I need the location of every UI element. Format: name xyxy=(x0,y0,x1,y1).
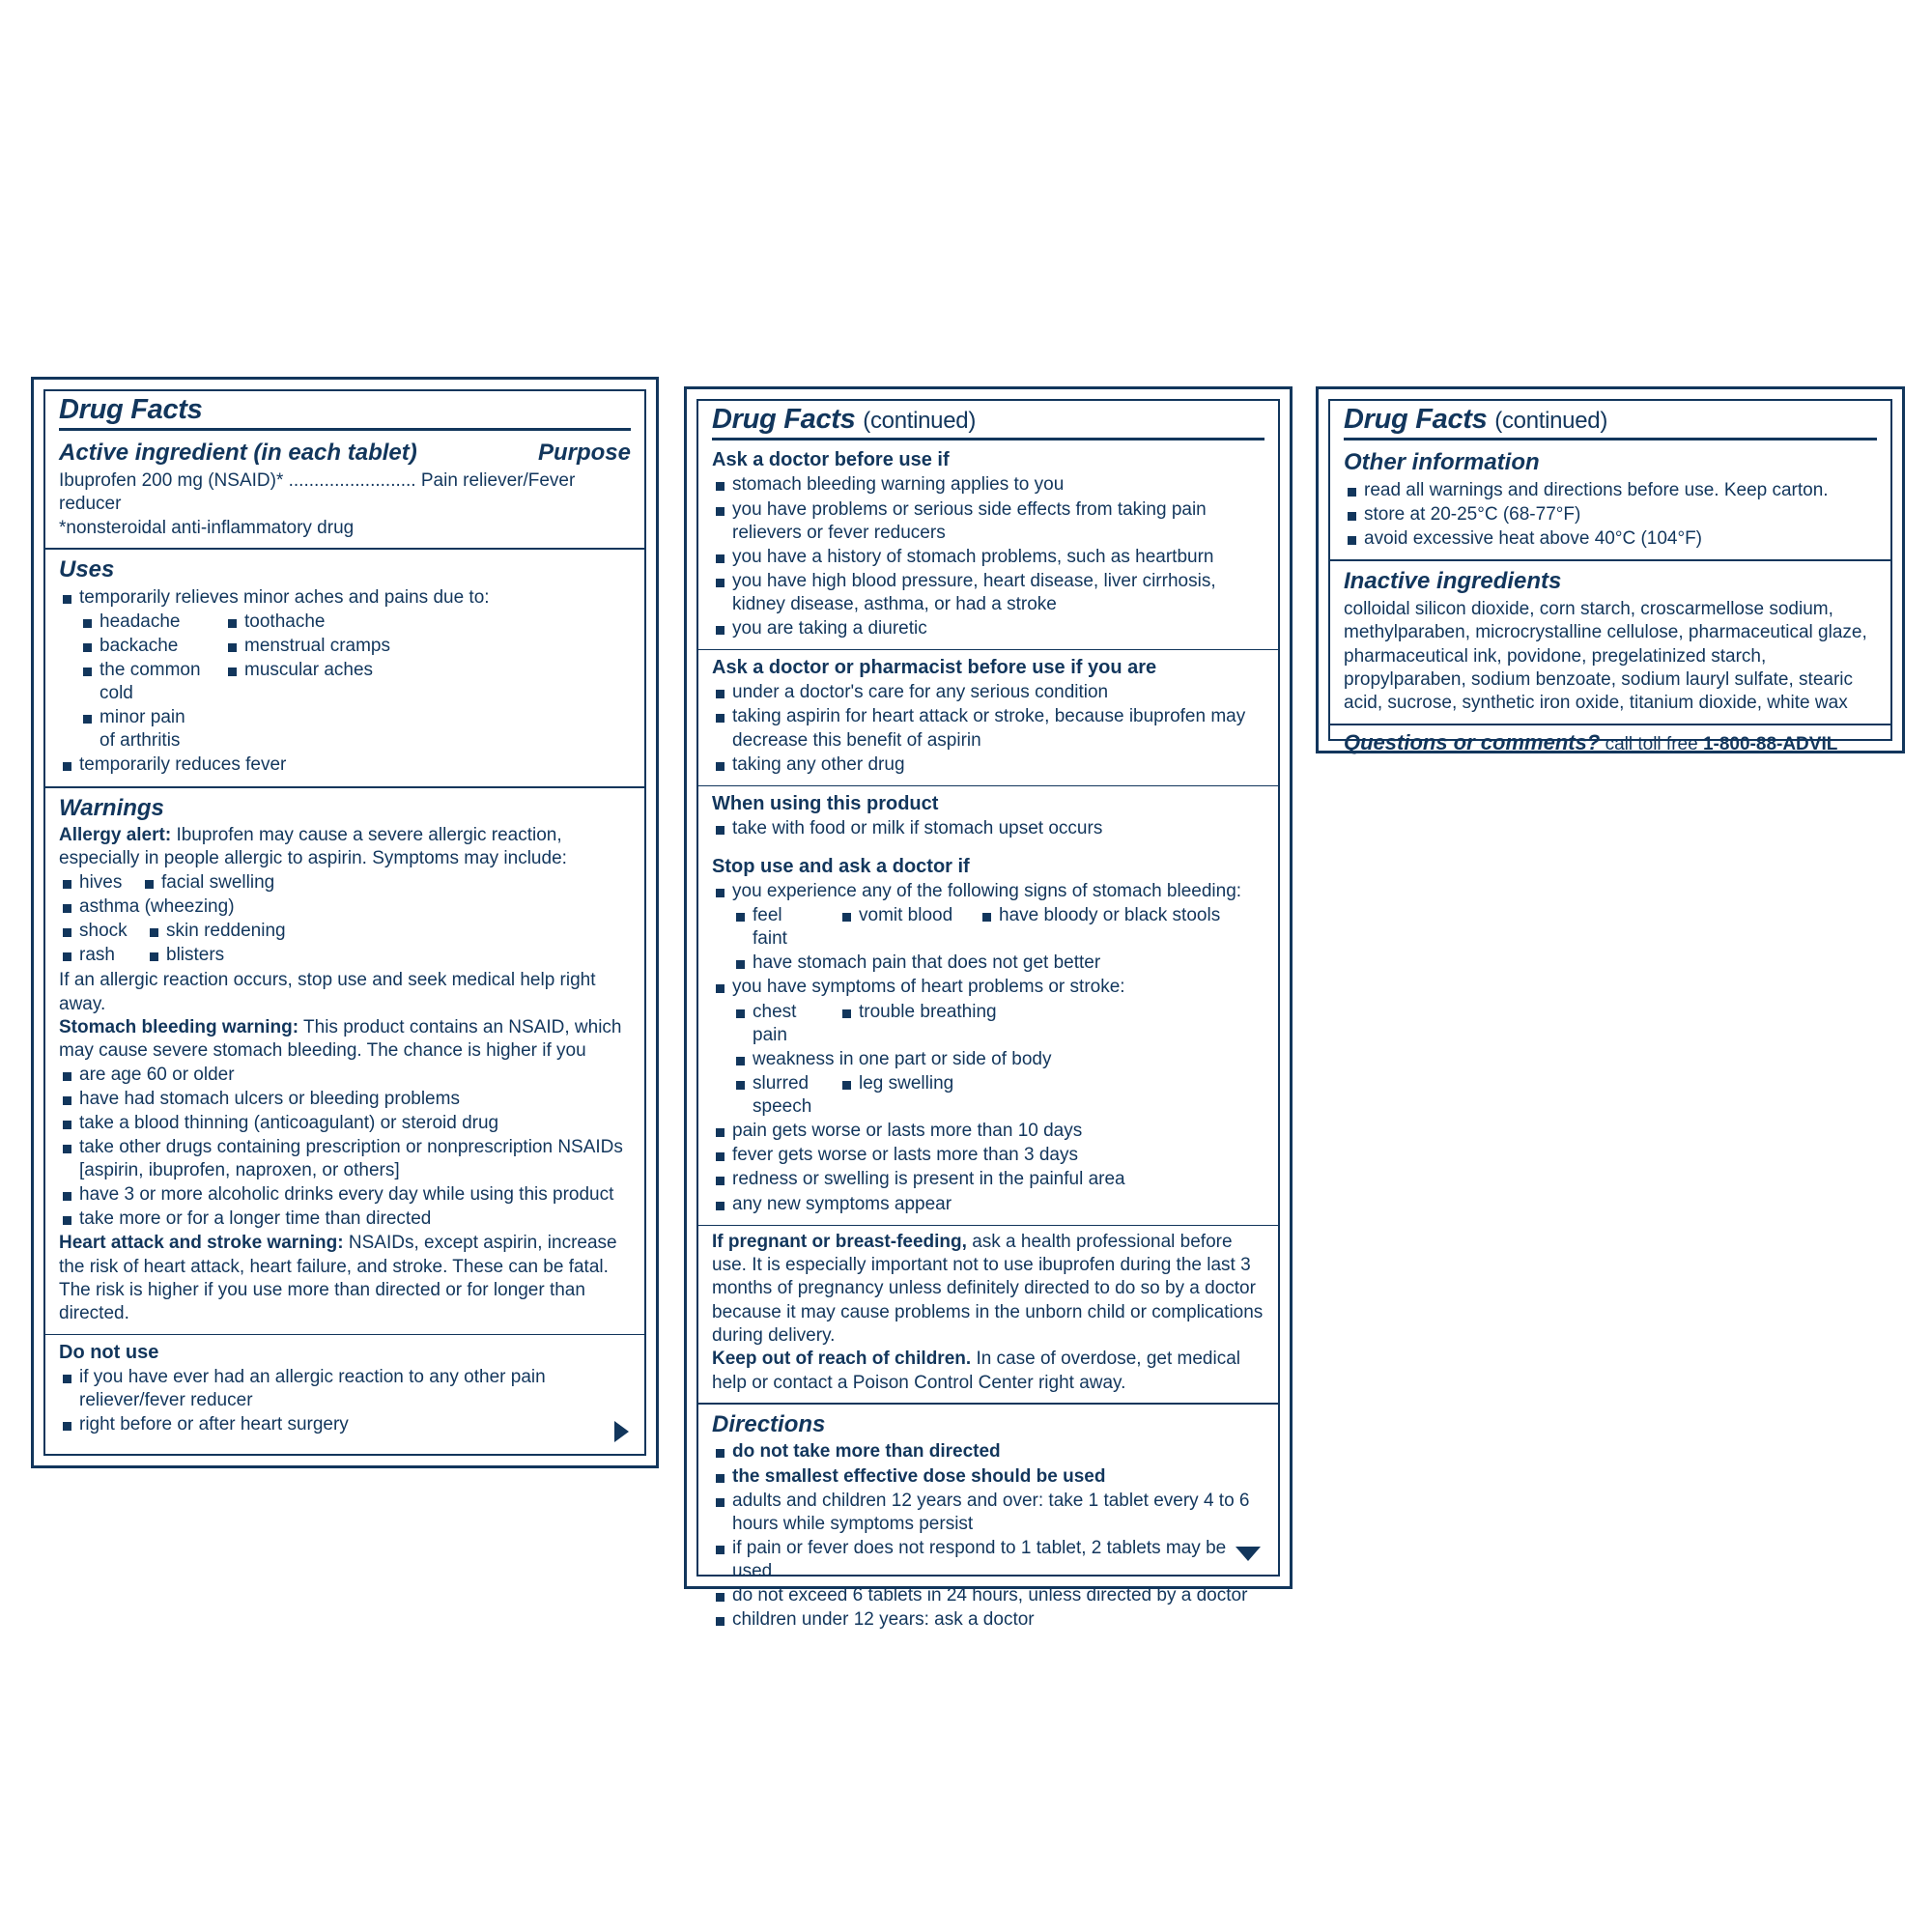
heart-col-1 xyxy=(712,1001,818,1048)
stomach-bleeding-list xyxy=(59,1064,631,1232)
uses-subcolumns xyxy=(59,611,631,754)
active-ingredient-footnote: *nonsteroidal anti-inflammatory drug xyxy=(59,517,355,538)
heart-col-2 xyxy=(818,1001,997,1048)
list-item: if you have ever had an allergic reaction to any other pain reliever/fever reducer xyxy=(59,1366,631,1412)
list-item: headache xyxy=(59,611,204,634)
list-item: you have a history of stomach problems, such as heartburn xyxy=(712,546,1264,569)
list-item: fever gets worse or lasts more than 3 days xyxy=(712,1144,1264,1167)
uses-heading: Uses xyxy=(59,555,115,582)
drug-facts-panel-2 xyxy=(684,386,1293,1631)
pregnancy-label: If pregnant or breast-feeding, xyxy=(712,1231,967,1252)
list-item: you have symptoms of heart problems or stroke: xyxy=(712,976,1264,999)
drug-facts-panel-1 xyxy=(31,377,659,1468)
uses-list xyxy=(59,586,631,610)
list-item: trouble breathing xyxy=(818,1001,997,1024)
allergy-symptoms-right xyxy=(141,871,274,895)
list-item: avoid excessive heat above 40°C (104°F) xyxy=(1344,527,1877,551)
directions-heading: Directions xyxy=(712,1410,826,1437)
heart-col-3 xyxy=(712,1048,1264,1071)
heart-col-4 xyxy=(712,1072,818,1120)
children-label: Keep out of reach of children. xyxy=(712,1349,972,1370)
list-item: take with food or milk if stomach upset occurs xyxy=(712,817,1264,840)
allergy-symptoms-columns-2 xyxy=(59,920,631,968)
pregnancy-children-section xyxy=(698,1226,1278,1405)
allergy-symptoms-left-2 xyxy=(59,920,146,968)
list-item: do not take more than directed xyxy=(712,1440,1264,1463)
panel1-title-text: Drug Facts xyxy=(59,394,203,425)
allergy-symptoms-columns xyxy=(59,871,631,895)
allergy-after-text: If an allergic reaction occurs, stop use and seek medical help right away. xyxy=(59,970,596,1014)
directions-list xyxy=(712,1490,1264,1633)
stomach-bleeding-signs-columns xyxy=(712,904,1264,952)
drug-facts-panel-2-inner xyxy=(696,399,1280,1631)
list-item: have bloody or black stools xyxy=(958,904,1220,927)
list-item: asthma (wheezing) xyxy=(59,895,631,919)
panel2-title xyxy=(698,401,1278,436)
list-item: rash xyxy=(59,944,146,967)
panel3-title-continued: (continued) xyxy=(1494,408,1608,434)
panel2-title-text: Drug Facts xyxy=(712,404,856,435)
list-item: have had stomach ulcers or bleeding problems xyxy=(59,1088,631,1111)
pregnancy-text: ask a health professional before use. It is especially important not to use ibuprofen during the last 3 months of pregnancy unless definitely directed to do so by a doctor because it may cause problems in the unborn child or complications during delivery. xyxy=(712,1231,1264,1346)
list-item: feel faint xyxy=(712,904,818,951)
stop-use-section xyxy=(698,849,1278,1226)
continue-arrow-right-icon xyxy=(614,1421,629,1442)
ask-doctor-section xyxy=(698,440,1278,650)
ask-pharmacist-section xyxy=(698,650,1278,786)
stomach-bleeding-text: This product contains an NSAID, which may cause severe stomach bleeding. The chance is higher if you xyxy=(59,1016,622,1062)
do-not-use-section xyxy=(45,1335,644,1445)
ask-doctor-list xyxy=(712,473,1264,640)
list-item: taking aspirin for heart attack or stroke, because ibuprofen may decrease this benefit of aspirin xyxy=(712,705,1264,752)
stop-use-heading: Stop use and ask a doctor if xyxy=(712,855,970,877)
warnings-section xyxy=(45,788,644,1335)
stop-use-list-1 xyxy=(712,880,1264,903)
active-ingredient-line: Ibuprofen 200 mg (NSAID)* ......................... Pain reliever/Fever reducer xyxy=(59,470,576,515)
questions-phone[interactable]: 1-800-88-ADVIL xyxy=(1702,733,1838,754)
inactive-ingredients-section xyxy=(1330,561,1890,724)
allergy-alert-paragraph xyxy=(59,824,631,871)
heart-col-5 xyxy=(818,1072,953,1120)
list-item: you experience any of the following signs of stomach bleeding: xyxy=(712,880,1264,903)
questions-line xyxy=(1344,730,1877,756)
do-not-use-list xyxy=(59,1366,631,1436)
uses-sub-left xyxy=(59,611,204,754)
list-item: take other drugs containing prescription or nonprescription NSAIDs [aspirin, ibuprofen, naproxen, or others] xyxy=(59,1136,631,1182)
when-using-section xyxy=(698,786,1278,849)
active-ingredient-section xyxy=(45,431,644,550)
purpose-heading: Purpose xyxy=(537,440,631,467)
list-item: shock xyxy=(59,920,146,943)
directions-bold-list xyxy=(712,1440,1264,1488)
list-item: pain gets worse or lasts more than 10 days xyxy=(712,1120,1264,1143)
list-item: vomit blood xyxy=(818,904,958,927)
allergy-alert-text: Ibuprofen may cause a severe allergic reaction, especially in people allergic to aspirin. Symptoms may include: xyxy=(59,825,567,869)
panel1-title xyxy=(45,391,644,426)
allergy-symptoms-right-2 xyxy=(146,920,286,968)
signs-col-1 xyxy=(712,904,818,952)
heart-attack-text: NSAIDs, except aspirin, increase the risk of heart attack, heart failure, and stroke. These can be fatal. The risk is higher if you use more than directed or for longer than directed. xyxy=(59,1233,617,1324)
other-information-list xyxy=(1344,479,1877,551)
warnings-heading: Warnings xyxy=(59,794,164,821)
list-item: you have high blood pressure, heart disease, liver cirrhosis, kidney disease, asthma, or had a stroke xyxy=(712,570,1264,616)
heart-symptoms-columns-2 xyxy=(712,1072,1264,1120)
inactive-ingredients-text: colloidal silicon dioxide, corn starch, croscarmellose sodium, methylparaben, microcrystalline cellulose, pharmaceutical glaze, pharmaceutical ink, povidone, pregelatinized starch, propylparaben, sodium benzoate, sodium lauryl sulfate, stearic acid, sucrose, synthetic iron oxide, titanium dioxide, white wax xyxy=(1344,599,1867,714)
inactive-ingredients-heading: Inactive ingredients xyxy=(1344,568,1562,595)
list-item: leg swelling xyxy=(818,1072,953,1095)
heart-symptoms-columns xyxy=(712,1001,1264,1048)
list-item: are age 60 or older xyxy=(59,1064,631,1087)
list-item: minor pain of arthritis xyxy=(59,706,204,753)
list-item: store at 20-25°C (68-77°F) xyxy=(1344,503,1877,526)
directions-section xyxy=(698,1405,1278,1641)
uses-section xyxy=(45,550,644,788)
signs-col-4 xyxy=(712,952,1264,975)
questions-section xyxy=(1330,725,1890,764)
active-ingredient-heading: Active ingredient (in each tablet) xyxy=(59,440,417,467)
list-item: the smallest effective dose should be used xyxy=(712,1465,1264,1489)
children-paragraph xyxy=(712,1348,1264,1395)
drug-facts-panel-1-inner xyxy=(43,389,646,1456)
list-item: under a doctor's care for any serious condition xyxy=(712,681,1264,704)
stop-use-list-2 xyxy=(712,976,1264,999)
list-item: you are taking a diuretic xyxy=(712,617,1264,640)
list-item: toothache xyxy=(204,611,426,634)
uses-closing-list xyxy=(59,753,631,777)
other-information-heading: Other information xyxy=(1344,449,1540,476)
list-item: adults and children 12 years and over: take 1 tablet every 4 to 6 hours while symptoms persist xyxy=(712,1490,1264,1536)
ask-doctor-heading: Ask a doctor before use if xyxy=(712,449,950,471)
list-item: you have problems or serious side effects from taking pain relievers or fever reducers xyxy=(712,498,1264,545)
uses-intro: temporarily relieves minor aches and pains due to: xyxy=(59,586,631,610)
stomach-bleeding-label: Stomach bleeding warning: xyxy=(59,1016,299,1037)
do-not-use-heading: Do not use xyxy=(59,1341,159,1363)
list-item: slurred speech xyxy=(712,1072,818,1119)
ask-pharmacist-heading: Ask a doctor or pharmacist before use if you are xyxy=(712,657,1157,679)
list-item: take more or for a longer time than directed xyxy=(59,1208,631,1231)
panel3-title-text: Drug Facts xyxy=(1344,404,1488,435)
signs-col-3 xyxy=(958,904,1220,952)
heart-attack-paragraph xyxy=(59,1232,631,1325)
allergy-symptoms-left xyxy=(59,871,141,895)
list-item: stomach bleeding warning applies to you xyxy=(712,473,1264,497)
ask-pharmacist-list xyxy=(712,681,1264,777)
list-item: menstrual cramps xyxy=(204,635,426,658)
continue-arrow-down-icon xyxy=(1236,1547,1261,1561)
other-information-section xyxy=(1330,440,1890,561)
children-text: In case of overdose, get medical help or contact a Poison Control Center right away. xyxy=(712,1349,1240,1393)
list-item: skin reddening xyxy=(146,920,286,943)
list-item: hives xyxy=(59,871,141,895)
heart-attack-label: Heart attack and stroke warning: xyxy=(59,1233,344,1254)
uses-sub-right xyxy=(204,611,426,754)
list-item: blisters xyxy=(146,944,286,967)
stomach-bleeding-paragraph xyxy=(59,1016,631,1064)
drug-facts-panel-3-inner xyxy=(1328,399,1892,754)
questions-label: Questions or comments? xyxy=(1344,729,1601,754)
allergy-alert-label: Allergy alert: xyxy=(59,825,172,846)
signs-col-2 xyxy=(818,904,958,952)
list-item: do not exceed 6 tablets in 24 hours, unless directed by a doctor xyxy=(712,1584,1264,1607)
list-item: right before or after heart surgery xyxy=(59,1413,631,1436)
list-item: if pain or fever does not respond to 1 tablet, 2 tablets may be used xyxy=(712,1537,1264,1583)
list-item: read all warnings and directions before use. Keep carton. xyxy=(1344,479,1877,502)
panel2-title-continued: (continued) xyxy=(863,408,977,434)
list-item: redness or swelling is present in the painful area xyxy=(712,1168,1264,1191)
pregnancy-paragraph xyxy=(712,1231,1264,1349)
list-item: any new symptoms appear xyxy=(712,1193,1264,1216)
list-item: facial swelling xyxy=(141,871,274,895)
list-item: take a blood thinning (anticoagulant) or steroid drug xyxy=(59,1112,631,1135)
list-item: children under 12 years: ask a doctor xyxy=(712,1608,1264,1632)
when-using-list xyxy=(712,817,1264,840)
questions-text: call toll free xyxy=(1605,733,1698,754)
allergy-symptoms-asthma xyxy=(59,895,631,919)
list-item: the common cold xyxy=(59,659,204,705)
list-item: have 3 or more alcoholic drinks every day while using this product xyxy=(59,1183,631,1207)
list-item: backache xyxy=(59,635,204,658)
list-item: have stomach pain that does not get better xyxy=(712,952,1264,975)
list-item: muscular aches xyxy=(204,659,426,682)
list-item: weakness in one part or side of body xyxy=(712,1048,1264,1071)
stop-use-rest-list xyxy=(712,1120,1264,1216)
list-item: chest pain xyxy=(712,1001,818,1047)
list-item: taking any other drug xyxy=(712,753,1264,777)
panel3-title xyxy=(1330,401,1890,436)
when-using-heading: When using this product xyxy=(712,792,939,814)
list-item: temporarily reduces fever xyxy=(59,753,631,777)
drug-facts-panel-3 xyxy=(1316,386,1905,753)
